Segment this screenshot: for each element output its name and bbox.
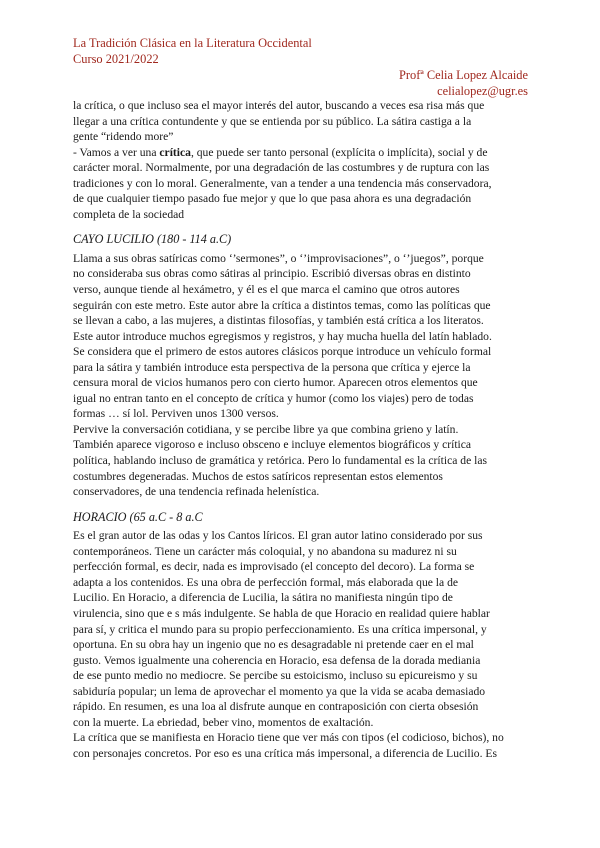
text-line: adapta a los contenidos. Es una obra de perfección formal, más elaborada que la de — [73, 575, 459, 589]
section-heading-horacio: HORACIO (65 a.C - 8 a.C — [73, 509, 203, 524]
section-heading-lucilio: CAYO LUCILIO (180 - 114 a.C) — [73, 232, 232, 247]
text-line: se llevan a cabo, a las mujeres, a distintas filosofías, y también está crítica a los literatos. — [73, 314, 484, 328]
text-line: rápido. En resumen, es una loa al disfrute aunque en contraposición con cierta obsesión — [73, 700, 479, 714]
text-line: para la sátira y también introduce esta perspectiva de la persona que crítica y ejerce la — [73, 360, 471, 374]
text-line: También aparece vigoroso e incluso obsceno e incluye elementos biográficos y crítica — [73, 438, 472, 452]
text-line: Es el gran autor de las odas y los Cantos líricos. El gran autor latino considerado por sus — [73, 529, 483, 543]
text-line: contemporáneos. Tiene un carácter más coloquial, y no abandona su madurez ni su — [73, 544, 457, 558]
text-line — [73, 145, 533, 161]
text-line: gente “ridendo more” — [73, 130, 174, 144]
text-line: virulencia, sino que e s más indulgente. Se habla de que Horacio en realidad quiere hablar — [73, 606, 490, 620]
critica-paragraph — [73, 145, 533, 223]
text-line: sabiduría popular; un lema de aprovechar el momento ya que la vida se acaba demasiado — [73, 684, 486, 698]
text-line: La crítica que se manifiesta en Horacio tiene que ver más con tipos (el codicioso, bichos), no — [73, 731, 504, 745]
lucilio-paragraph — [73, 251, 533, 500]
text-line: política, hablando incluso de gramática y retórica. Pero lo fundamental es la crítica de las — [73, 454, 487, 468]
text-line: Este autor introduce muchos egregismos y registros, y hay mucha huella del latín hablado. — [73, 329, 492, 343]
text-line: seguirán con este metro. Este autor abre la crítica a distintos temas, como las políticas que — [73, 298, 491, 312]
text-line: igual no entran tanto en el concepto de crítica y humor (como los viajes) pero de todas — [73, 391, 474, 405]
document-header — [73, 36, 312, 67]
text-line: la crítica, o que incluso sea el mayor interés del autor, buscando a veces esa risa más que — [73, 99, 485, 112]
text-line: Se considera que el primero de estos autores clásicos porque introduce un vehículo formal — [73, 345, 492, 359]
text-line: censura moral de vicios humanos pero con cierto humor. Aparecen otros elementos que — [73, 376, 478, 390]
text-line: carácter moral. Normalmente, por una degradación de las costumbres y de ruptura con las — [73, 161, 490, 175]
intro-paragraph — [73, 98, 533, 145]
document-body — [73, 98, 533, 761]
course-year: Curso 2021/2022 — [73, 51, 159, 66]
bold-term: crítica — [159, 145, 191, 159]
professor-name: Profª Celia Lopez Alcaide — [398, 68, 528, 82]
author-info — [399, 68, 528, 99]
course-title: La Tradición Clásica en la Literatura Occidental — [73, 36, 312, 50]
text-line: Pervive la conversación cotidiana, y se percibe libre ya que combina grieno y latín. — [73, 422, 459, 436]
text-line: Lucilio. En Horacio, a diferencia de Lucilia, la sátira no manifiesta ningún tipo de — [73, 591, 453, 605]
text-line: de ese punto medio no mediocre. Se percibe su estoicismo, incluso su epicureismo y su — [73, 669, 478, 683]
professor-email[interactable]: celialopez@ugr.es — [437, 83, 528, 98]
text-line: no consideraba sus obras como sátiras al principio. Escribió diversas obras en distinto — [73, 267, 471, 281]
text-line: perfección formal, es decir, nada es improvisado (el concepto del decoro). La forma se — [73, 560, 475, 574]
text-line: verso, aunque tiende al hexámetro, y él es el que marca el camino que otros autores — [73, 283, 460, 297]
text-line: de que cualquier tiempo pasado fue mejor y que lo que pasa ahora es una degradación — [73, 192, 472, 206]
text-line: costumbres degeneradas. Muchos de estos satíricos representan estos elementos — [73, 469, 443, 483]
text-line: conservadores, de una tendencia refinada helenística. — [73, 485, 320, 499]
text-line: llegar a una crítica contundente y que se entienda por su público. La sátira castiga a la — [73, 114, 472, 128]
text-line: Llama a sus obras satíricas como ‘’sermones”, o ‘’improvisaciones”, o ‘’juegos”, porque — [73, 251, 484, 265]
text-line: con personajes concretos. Por eso es una crítica más impersonal, a diferencia de Lucilio. Es — [73, 746, 497, 760]
text-line: completa de la sociedad — [73, 207, 185, 221]
text-line: gusto. Vemos igualmente una coherencia en Horacio, esa defensa de la dorada mediania — [73, 653, 481, 667]
horacio-paragraph — [73, 528, 533, 761]
text-line: para sí, y critica el mundo para su propio perfeccionamiento. Es una crítica impersonal, y — [73, 622, 487, 636]
text-line: con la muerte. La ebriedad, beber vino, momentos de exaltación. — [73, 715, 374, 729]
text-line: formas … sí lol. Perviven unos 1300 versos. — [73, 407, 279, 421]
text-run: - Vamos a ver una — [73, 145, 160, 159]
text-line: oportuna. En su obra hay un ingenio que no es desagradable ni pretende caer en el mal — [73, 638, 474, 652]
text-line: tradiciones y con lo moral. Generalmente, van a tender a una tendencia más conservadora, — [73, 176, 492, 190]
text-run: , que puede ser tanto personal (explícita o implícita), social y de — [190, 145, 488, 159]
